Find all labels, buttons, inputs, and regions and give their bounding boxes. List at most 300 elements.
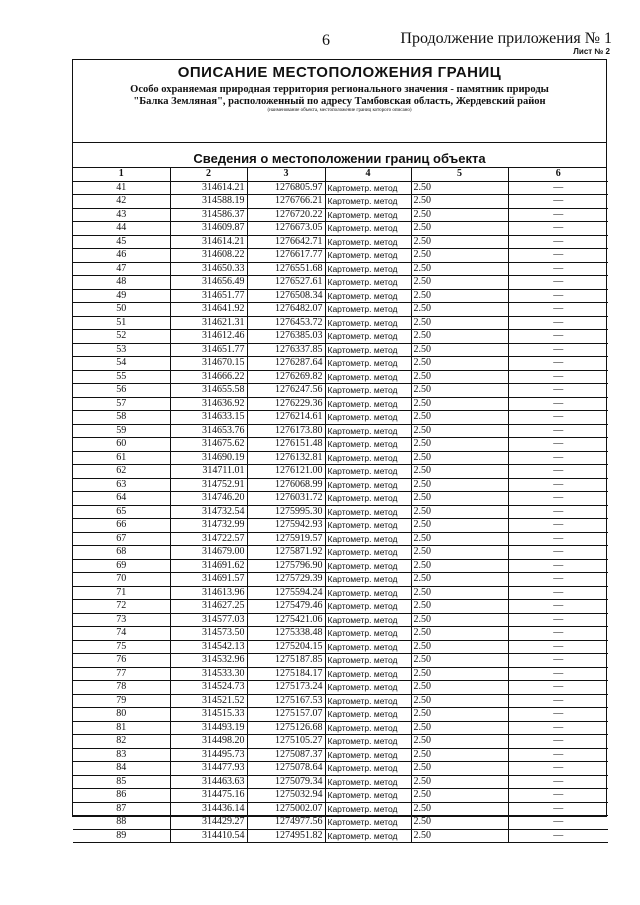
table-row (73, 370, 608, 384)
method-cell: Картометр. метод (325, 829, 411, 843)
y-coordinate-cell: 1275126.68 (247, 721, 325, 735)
x-coordinate-cell: 314651.77 (170, 343, 247, 357)
method-cell: Картометр. метод (325, 424, 411, 438)
method-cell: Картометр. метод (325, 762, 411, 776)
x-coordinate-cell: 314588.19 (170, 195, 247, 209)
table-row (73, 303, 608, 317)
method-cell: Картометр. метод (325, 384, 411, 398)
x-coordinate-cell: 314653.76 (170, 424, 247, 438)
accuracy-cell: 2.50 (411, 505, 508, 519)
table-row (73, 789, 608, 803)
method-cell: Картометр. метод (325, 303, 411, 317)
description-cell: — (508, 640, 608, 654)
method-cell: Картометр. метод (325, 546, 411, 560)
description-cell: — (508, 181, 608, 195)
point-number-cell: 57 (73, 397, 170, 411)
accuracy-cell: 2.50 (411, 303, 508, 317)
point-number-cell: 59 (73, 424, 170, 438)
accuracy-cell: 2.50 (411, 748, 508, 762)
description-cell: — (508, 829, 608, 843)
description-cell: — (508, 694, 608, 708)
point-number-cell: 72 (73, 600, 170, 614)
table-row (73, 721, 608, 735)
description-cell: — (508, 721, 608, 735)
accuracy-cell: 2.50 (411, 249, 508, 263)
description-cell: — (508, 357, 608, 371)
y-coordinate-cell: 1275995.30 (247, 505, 325, 519)
description-cell: — (508, 654, 608, 668)
table-row (73, 478, 608, 492)
method-cell: Картометр. метод (325, 559, 411, 573)
x-coordinate-cell: 314521.52 (170, 694, 247, 708)
y-coordinate-cell: 1275187.85 (247, 654, 325, 668)
table-row (73, 505, 608, 519)
x-coordinate-cell: 314477.93 (170, 762, 247, 776)
accuracy-cell: 2.50 (411, 802, 508, 816)
y-coordinate-cell: 1275078.64 (247, 762, 325, 776)
accuracy-cell: 2.50 (411, 627, 508, 641)
method-cell: Картометр. метод (325, 627, 411, 641)
method-cell: Картометр. метод (325, 343, 411, 357)
accuracy-cell: 2.50 (411, 559, 508, 573)
method-cell: Картометр. метод (325, 276, 411, 290)
method-cell: Картометр. метод (325, 654, 411, 668)
point-number-cell: 75 (73, 640, 170, 654)
method-cell: Картометр. метод (325, 262, 411, 276)
column-header: 3 (247, 168, 325, 181)
table-row (73, 330, 608, 344)
column-header: 5 (411, 168, 508, 181)
table-row (73, 195, 608, 209)
x-coordinate-cell: 314577.03 (170, 613, 247, 627)
y-coordinate-cell: 1275942.93 (247, 519, 325, 533)
point-number-cell: 71 (73, 586, 170, 600)
y-coordinate-cell: 1275729.39 (247, 573, 325, 587)
description-cell: — (508, 451, 608, 465)
x-coordinate-cell: 314732.99 (170, 519, 247, 533)
table-row (73, 235, 608, 249)
accuracy-cell: 2.50 (411, 424, 508, 438)
y-coordinate-cell: 1276766.21 (247, 195, 325, 209)
x-coordinate-cell: 314722.57 (170, 532, 247, 546)
accuracy-cell: 2.50 (411, 411, 508, 425)
description-cell: — (508, 789, 608, 803)
page-number: 6 (322, 32, 330, 49)
description-cell: — (508, 748, 608, 762)
x-coordinate-cell: 314650.33 (170, 262, 247, 276)
accuracy-cell: 2.50 (411, 829, 508, 843)
point-number-cell: 43 (73, 208, 170, 222)
description-cell: — (508, 708, 608, 722)
table-row (73, 451, 608, 465)
accuracy-cell: 2.50 (411, 532, 508, 546)
description-cell: — (508, 235, 608, 249)
table-row (73, 397, 608, 411)
table-row (73, 802, 608, 816)
y-coordinate-cell: 1276337.85 (247, 343, 325, 357)
point-number-cell: 42 (73, 195, 170, 209)
accuracy-cell: 2.50 (411, 667, 508, 681)
y-coordinate-cell: 1275338.48 (247, 627, 325, 641)
description-cell: — (508, 438, 608, 452)
table-row (73, 667, 608, 681)
accuracy-cell: 2.50 (411, 451, 508, 465)
table-row (73, 519, 608, 533)
method-cell: Картометр. метод (325, 748, 411, 762)
table-row (73, 775, 608, 789)
point-number-cell: 80 (73, 708, 170, 722)
x-coordinate-cell: 314608.22 (170, 249, 247, 263)
x-coordinate-cell: 314621.31 (170, 316, 247, 330)
table-row (73, 735, 608, 749)
y-coordinate-cell: 1275594.24 (247, 586, 325, 600)
column-header: 4 (325, 168, 411, 181)
method-cell: Картометр. метод (325, 465, 411, 479)
description-cell: — (508, 775, 608, 789)
x-coordinate-cell: 314690.19 (170, 451, 247, 465)
x-coordinate-cell: 314532.96 (170, 654, 247, 668)
description-cell: — (508, 262, 608, 276)
method-cell: Картометр. метод (325, 249, 411, 263)
accuracy-cell: 2.50 (411, 276, 508, 290)
y-coordinate-cell: 1275919.57 (247, 532, 325, 546)
x-coordinate-cell: 314429.27 (170, 816, 247, 830)
table-row (73, 222, 608, 236)
y-coordinate-cell: 1275184.17 (247, 667, 325, 681)
accuracy-cell: 2.50 (411, 546, 508, 560)
y-coordinate-cell: 1276229.36 (247, 397, 325, 411)
description-cell: — (508, 330, 608, 344)
method-cell: Картометр. метод (325, 492, 411, 506)
section-title: Сведения о местоположении границ объекта (73, 143, 606, 168)
table-row (73, 276, 608, 290)
point-number-cell: 48 (73, 276, 170, 290)
y-coordinate-cell: 1275796.90 (247, 559, 325, 573)
method-cell: Картометр. метод (325, 802, 411, 816)
y-coordinate-cell: 1276482.07 (247, 303, 325, 317)
x-coordinate-cell: 314679.00 (170, 546, 247, 560)
table-row (73, 546, 608, 560)
method-cell: Картометр. метод (325, 667, 411, 681)
x-coordinate-cell: 314627.25 (170, 600, 247, 614)
description-cell: — (508, 343, 608, 357)
description-cell: — (508, 316, 608, 330)
point-number-cell: 86 (73, 789, 170, 803)
description-cell: — (508, 559, 608, 573)
description-cell: — (508, 816, 608, 830)
method-cell: Картометр. метод (325, 181, 411, 195)
accuracy-cell: 2.50 (411, 762, 508, 776)
table-body (73, 181, 608, 843)
accuracy-cell: 2.50 (411, 816, 508, 830)
accuracy-cell: 2.50 (411, 721, 508, 735)
accuracy-cell: 2.50 (411, 465, 508, 479)
point-number-cell: 79 (73, 694, 170, 708)
table-row (73, 573, 608, 587)
x-coordinate-cell: 314495.73 (170, 748, 247, 762)
point-number-cell: 85 (73, 775, 170, 789)
y-coordinate-cell: 1274977.56 (247, 816, 325, 830)
accuracy-cell: 2.50 (411, 222, 508, 236)
description-cell: — (508, 384, 608, 398)
accuracy-cell: 2.50 (411, 235, 508, 249)
table-row (73, 249, 608, 263)
point-number-cell: 52 (73, 330, 170, 344)
method-cell: Картометр. метод (325, 208, 411, 222)
point-number-cell: 45 (73, 235, 170, 249)
x-coordinate-cell: 314691.62 (170, 559, 247, 573)
method-cell: Картометр. метод (325, 451, 411, 465)
x-coordinate-cell: 314691.57 (170, 573, 247, 587)
y-coordinate-cell: 1275087.37 (247, 748, 325, 762)
point-number-cell: 70 (73, 573, 170, 587)
method-cell: Картометр. метод (325, 708, 411, 722)
accuracy-cell: 2.50 (411, 519, 508, 533)
x-coordinate-cell: 314609.87 (170, 222, 247, 236)
point-number-cell: 69 (73, 559, 170, 573)
column-header: 6 (508, 168, 608, 181)
accuracy-cell: 2.50 (411, 640, 508, 654)
table-row (73, 694, 608, 708)
x-coordinate-cell: 314732.54 (170, 505, 247, 519)
y-coordinate-cell: 1275204.15 (247, 640, 325, 654)
description-cell: — (508, 505, 608, 519)
point-number-cell: 83 (73, 748, 170, 762)
method-cell: Картометр. метод (325, 694, 411, 708)
x-coordinate-cell: 314655.58 (170, 384, 247, 398)
y-coordinate-cell: 1276287.64 (247, 357, 325, 371)
table-row (73, 748, 608, 762)
description-cell: — (508, 289, 608, 303)
point-number-cell: 46 (73, 249, 170, 263)
table-row (73, 262, 608, 276)
method-cell: Картометр. метод (325, 411, 411, 425)
table-row (73, 424, 608, 438)
x-coordinate-cell: 314410.54 (170, 829, 247, 843)
y-coordinate-cell: 1275002.07 (247, 802, 325, 816)
x-coordinate-cell: 314711.01 (170, 465, 247, 479)
y-coordinate-cell: 1276385.03 (247, 330, 325, 344)
table-row (73, 357, 608, 371)
document-frame (72, 59, 607, 841)
point-number-cell: 87 (73, 802, 170, 816)
column-header: 2 (170, 168, 247, 181)
point-number-cell: 54 (73, 357, 170, 371)
point-number-cell: 55 (73, 370, 170, 384)
point-number-cell: 44 (73, 222, 170, 236)
description-cell: — (508, 613, 608, 627)
x-coordinate-cell: 314675.62 (170, 438, 247, 452)
accuracy-cell: 2.50 (411, 573, 508, 587)
x-coordinate-cell: 314586.37 (170, 208, 247, 222)
document-header (73, 60, 606, 143)
x-coordinate-cell: 314493.19 (170, 721, 247, 735)
table-row (73, 640, 608, 654)
accuracy-cell: 2.50 (411, 708, 508, 722)
y-coordinate-cell: 1276642.71 (247, 235, 325, 249)
method-cell: Картометр. метод (325, 330, 411, 344)
method-cell: Картометр. метод (325, 735, 411, 749)
x-coordinate-cell: 314573.50 (170, 627, 247, 641)
accuracy-cell: 2.50 (411, 613, 508, 627)
accuracy-cell: 2.50 (411, 492, 508, 506)
y-coordinate-cell: 1275421.06 (247, 613, 325, 627)
point-number-cell: 63 (73, 478, 170, 492)
x-coordinate-cell: 314636.92 (170, 397, 247, 411)
table-row (73, 411, 608, 425)
description-cell: — (508, 465, 608, 479)
table-row (73, 559, 608, 573)
point-number-cell: 58 (73, 411, 170, 425)
description-cell: — (508, 586, 608, 600)
table-row (73, 289, 608, 303)
y-coordinate-cell: 1276068.99 (247, 478, 325, 492)
x-coordinate-cell: 314670.15 (170, 357, 247, 371)
x-coordinate-cell: 314524.73 (170, 681, 247, 695)
description-cell: — (508, 424, 608, 438)
method-cell: Картометр. метод (325, 640, 411, 654)
point-number-cell: 84 (73, 762, 170, 776)
x-coordinate-cell: 314633.15 (170, 411, 247, 425)
point-number-cell: 74 (73, 627, 170, 641)
y-coordinate-cell: 1275167.53 (247, 694, 325, 708)
accuracy-cell: 2.50 (411, 262, 508, 276)
accuracy-cell: 2.50 (411, 735, 508, 749)
method-cell: Картометр. метод (325, 681, 411, 695)
table-row (73, 532, 608, 546)
method-cell: Картометр. метод (325, 195, 411, 209)
y-coordinate-cell: 1276031.72 (247, 492, 325, 506)
method-cell: Картометр. метод (325, 289, 411, 303)
table-row (73, 316, 608, 330)
point-number-cell: 81 (73, 721, 170, 735)
description-cell: — (508, 735, 608, 749)
table-row (73, 384, 608, 398)
method-cell: Картометр. метод (325, 721, 411, 735)
description-cell: — (508, 532, 608, 546)
point-number-cell: 82 (73, 735, 170, 749)
method-cell: Картометр. метод (325, 505, 411, 519)
table-row (73, 492, 608, 506)
table-row (73, 208, 608, 222)
y-coordinate-cell: 1276121.00 (247, 465, 325, 479)
y-coordinate-cell: 1276132.81 (247, 451, 325, 465)
accuracy-cell: 2.50 (411, 681, 508, 695)
y-coordinate-cell: 1276269.82 (247, 370, 325, 384)
point-number-cell: 76 (73, 654, 170, 668)
point-number-cell: 66 (73, 519, 170, 533)
y-coordinate-cell: 1275871.92 (247, 546, 325, 560)
accuracy-cell: 2.50 (411, 775, 508, 789)
subtitle-line-1: Особо охраняемая природная территория регионального значения - памятник природы (130, 84, 549, 95)
method-cell: Картометр. метод (325, 519, 411, 533)
x-coordinate-cell: 314533.30 (170, 667, 247, 681)
y-coordinate-cell: 1276247.56 (247, 384, 325, 398)
accuracy-cell: 2.50 (411, 438, 508, 452)
point-number-cell: 49 (73, 289, 170, 303)
x-coordinate-cell: 314475.16 (170, 789, 247, 803)
method-cell: Картометр. метод (325, 600, 411, 614)
y-coordinate-cell: 1275105.27 (247, 735, 325, 749)
method-cell: Картометр. метод (325, 816, 411, 830)
description-cell: — (508, 492, 608, 506)
point-number-cell: 62 (73, 465, 170, 479)
method-cell: Картометр. метод (325, 478, 411, 492)
table-row (73, 600, 608, 614)
accuracy-cell: 2.50 (411, 654, 508, 668)
method-cell: Картометр. метод (325, 397, 411, 411)
table-row (73, 465, 608, 479)
method-cell: Картометр. метод (325, 438, 411, 452)
point-number-cell: 51 (73, 316, 170, 330)
y-coordinate-cell: 1275032.94 (247, 789, 325, 803)
accuracy-cell: 2.50 (411, 181, 508, 195)
y-coordinate-cell: 1276673.05 (247, 222, 325, 236)
x-coordinate-cell: 314542.13 (170, 640, 247, 654)
accuracy-cell: 2.50 (411, 195, 508, 209)
accuracy-cell: 2.50 (411, 357, 508, 371)
table-row (73, 627, 608, 641)
accuracy-cell: 2.50 (411, 384, 508, 398)
x-coordinate-cell: 314612.46 (170, 330, 247, 344)
x-coordinate-cell: 314613.96 (170, 586, 247, 600)
table-row (73, 681, 608, 695)
description-cell: — (508, 762, 608, 776)
description-cell: — (508, 519, 608, 533)
x-coordinate-cell: 314463.63 (170, 775, 247, 789)
point-number-cell: 68 (73, 546, 170, 560)
y-coordinate-cell: 1276508.34 (247, 289, 325, 303)
accuracy-cell: 2.50 (411, 316, 508, 330)
y-coordinate-cell: 1276214.61 (247, 411, 325, 425)
x-coordinate-cell: 314436.14 (170, 802, 247, 816)
x-coordinate-cell: 314641.92 (170, 303, 247, 317)
y-coordinate-cell: 1275079.34 (247, 775, 325, 789)
point-number-cell: 88 (73, 816, 170, 830)
x-coordinate-cell: 314752.91 (170, 478, 247, 492)
description-cell: — (508, 249, 608, 263)
point-number-cell: 53 (73, 343, 170, 357)
point-number-cell: 64 (73, 492, 170, 506)
point-number-cell: 77 (73, 667, 170, 681)
accuracy-cell: 2.50 (411, 397, 508, 411)
sheet-label: Лист № 2 (573, 47, 610, 56)
description-cell: — (508, 303, 608, 317)
accuracy-cell: 2.50 (411, 289, 508, 303)
description-cell: — (508, 627, 608, 641)
description-cell: — (508, 546, 608, 560)
table-row (73, 816, 608, 830)
table-header-row (73, 168, 608, 181)
x-coordinate-cell: 314614.21 (170, 181, 247, 195)
y-coordinate-cell: 1275479.46 (247, 600, 325, 614)
y-coordinate-cell: 1276173.80 (247, 424, 325, 438)
method-cell: Картометр. метод (325, 789, 411, 803)
description-cell: — (508, 276, 608, 290)
y-coordinate-cell: 1275157.07 (247, 708, 325, 722)
subtitle-note: (наименование объекта, местоположение границ которого описано) (267, 108, 412, 113)
y-coordinate-cell: 1276527.61 (247, 276, 325, 290)
table-row (73, 181, 608, 195)
table-row (73, 586, 608, 600)
y-coordinate-cell: 1276151.48 (247, 438, 325, 452)
description-cell: — (508, 600, 608, 614)
y-coordinate-cell: 1276805.97 (247, 181, 325, 195)
description-cell: — (508, 573, 608, 587)
x-coordinate-cell: 314651.77 (170, 289, 247, 303)
table-row (73, 438, 608, 452)
point-number-cell: 47 (73, 262, 170, 276)
